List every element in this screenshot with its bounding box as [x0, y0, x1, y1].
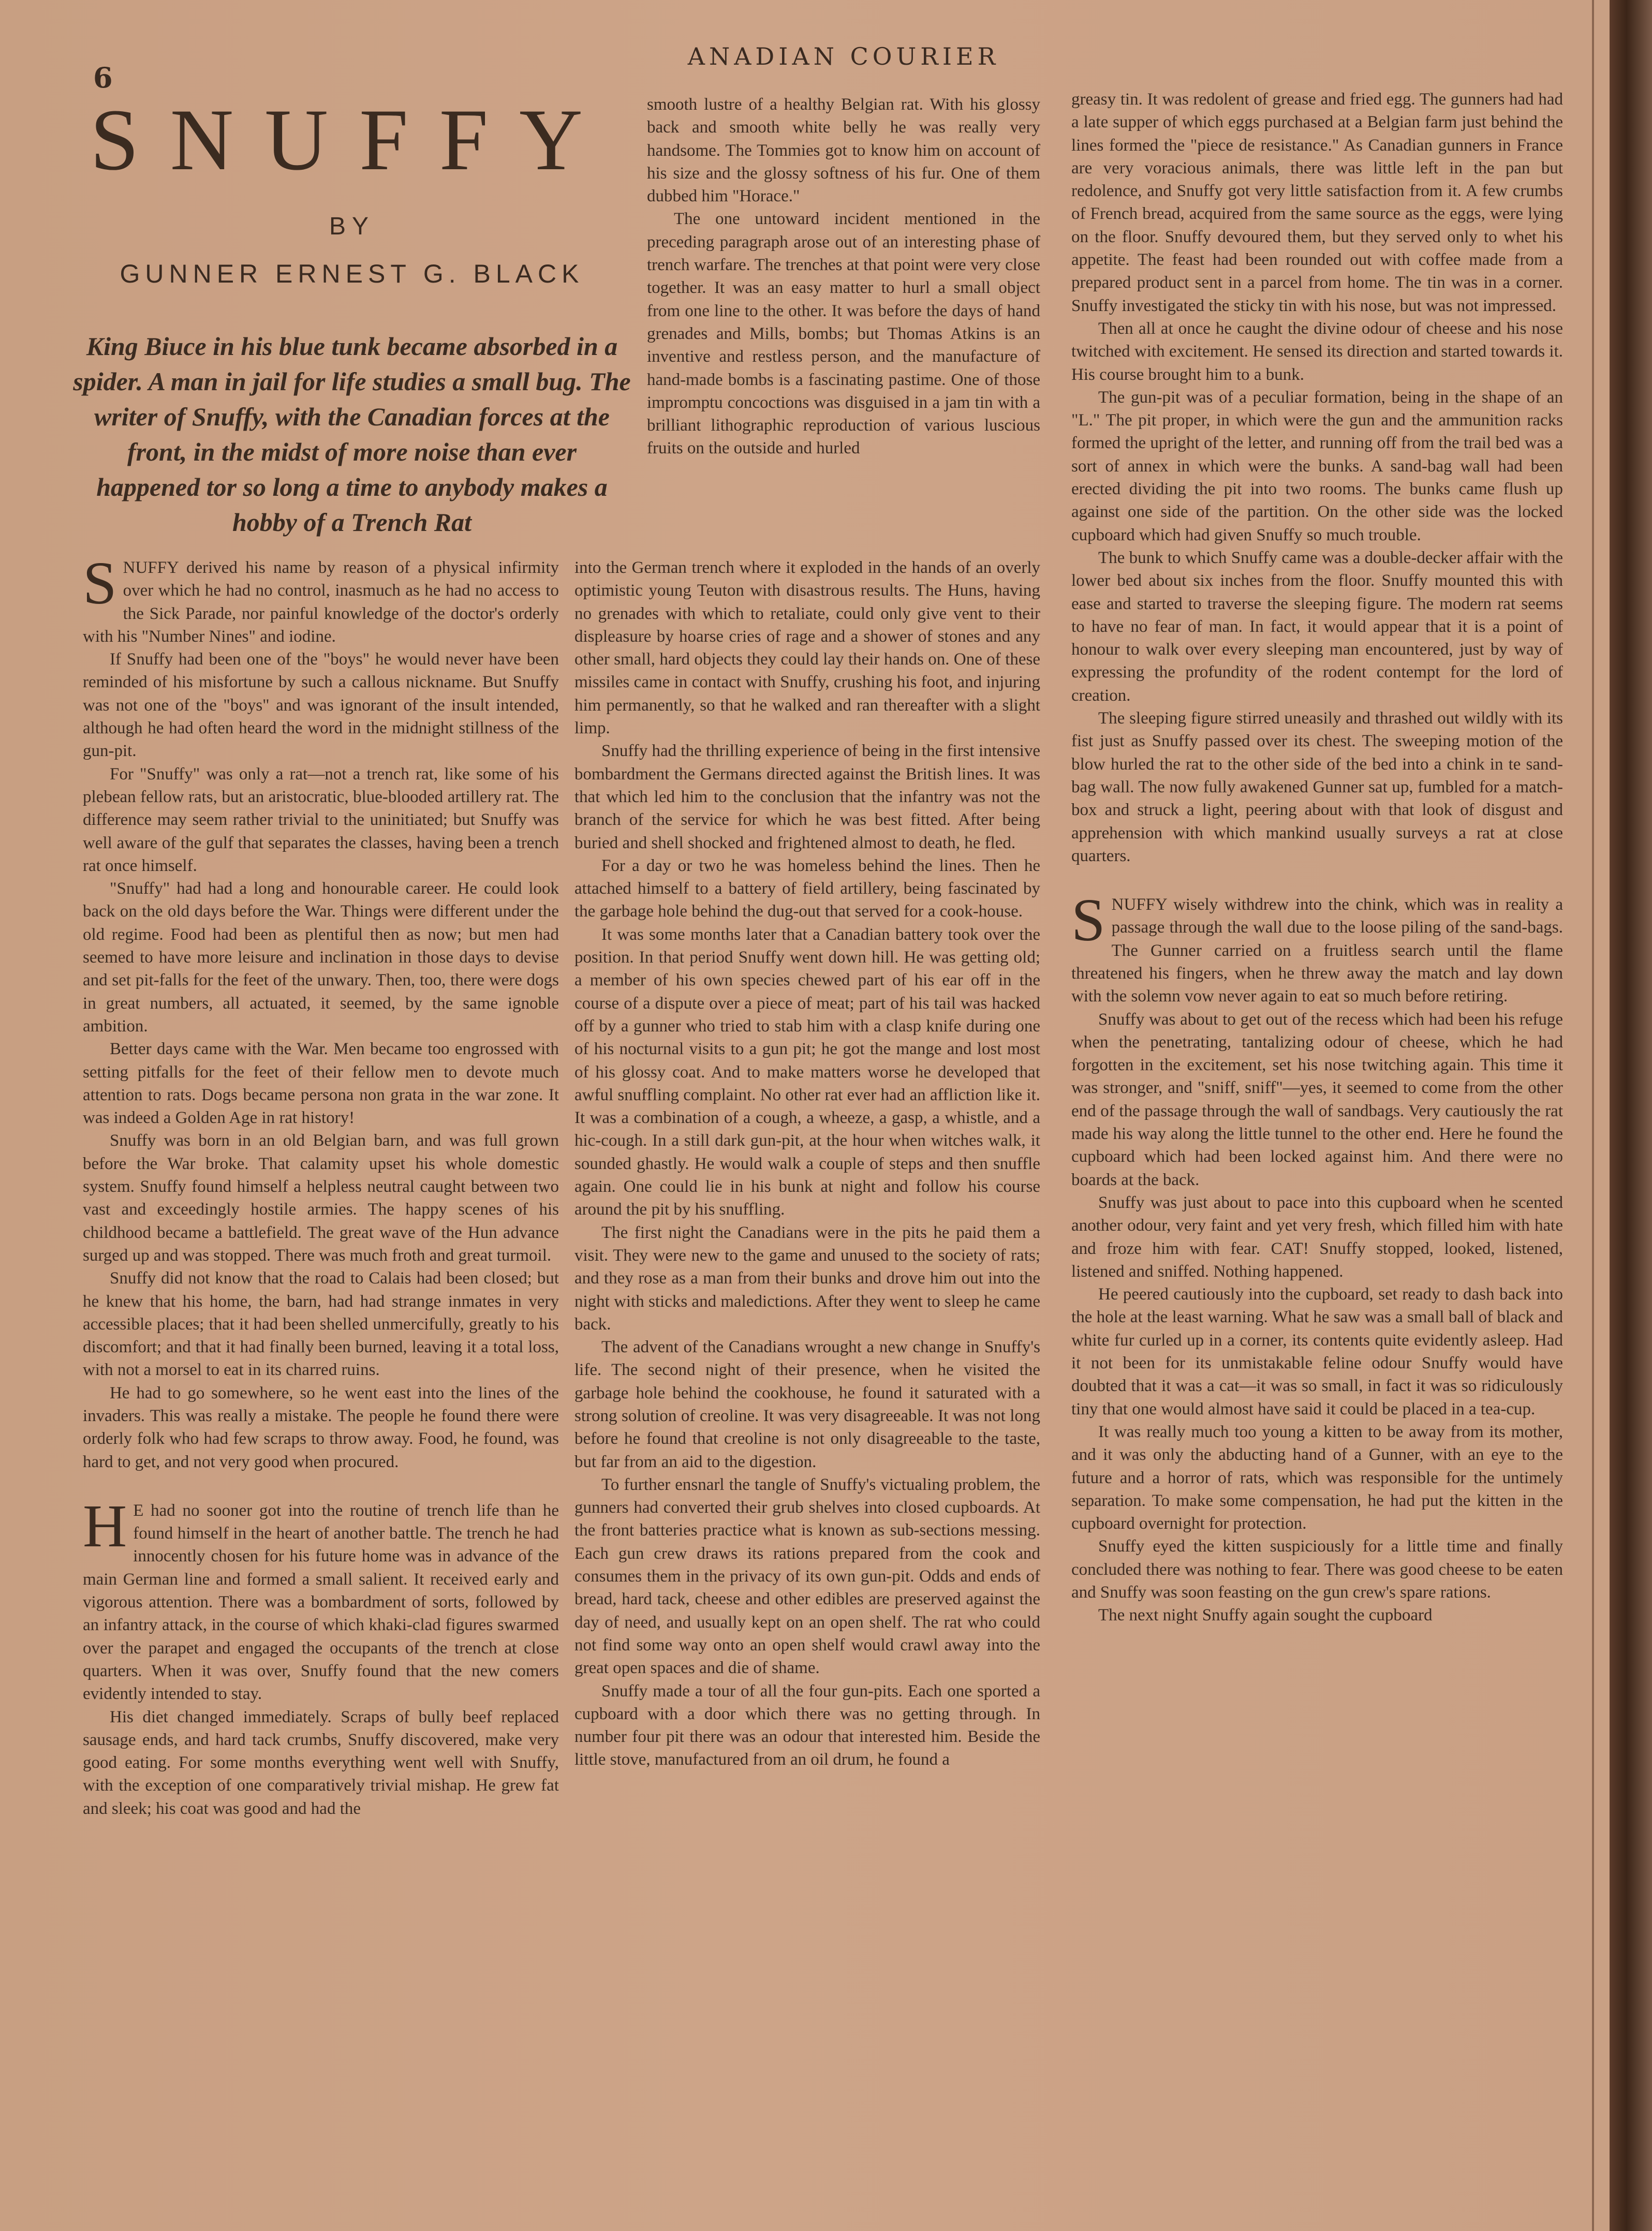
paragraph: To further ensnarl the tangle of Snuffy's victualing problem, the gunners had converted their grub shelves into closed cupboards. At the front batteries practice what is known as sub-sections messing. Each gun crew draws its rations prepared from the cook and consumes them in the privacy of its own gun-pit. Odds and ends of bread, hard tack, cheese and other edibles are preserved against the day of need, and usually kept on an open shelf. The rat who could not find some way onto an open shelf would crawl away into the great open spaces and die of shame.: [574, 1475, 1040, 1678]
paragraph: into the German trench where it exploded in the hands of an overly optimistic young Teuton with disastrous results. The Huns, having no grenades with which to retaliate, could only give vent to their displeasure by hoarse cries of rage and a shower of stones and any other small, hard objects they could lay their hands on. One of these missiles came in contact with Snuffy, crushing his foot, and injuring him permanently, so that he walked and ran thereafter with a slight limp.: [574, 558, 1040, 738]
paragraph: greasy tin. It was redolent of grease and fried egg. The gunners had had a late supper of which eggs purchased at a Belgian farm just behind the lines formed the "piece de resistance." As Canadian gunners in France are very voracious animals, there was little left in the pan but redolence, and Snuffy got very little satisfaction from it. A few crumbs of French bread, acquired from the same source as the eggs, were lying on the floor. Snuffy devoured them, but they served only to whet his appetite. The feast had been rounded out with coffee made from a prepared product sent in a parcel from home. The tin was in a corner. Snuffy investigated the sticky tin with his nose, but was not impressed.: [1071, 90, 1563, 315]
drop-cap: S: [1071, 886, 1105, 954]
paragraph: The advent of the Canadians wrought a new change in Snuffy's life. The second night of their presence, when he visited the garbage hole behind the cookhouse, he found it saturated with a strong solution of creoline. It was very disagreeable. It was not long before he found that creoline is not only disagreeable to the taste, but far from an aid to the digestion.: [574, 1338, 1040, 1471]
paragraph: The bunk to which Snuffy came was a double-decker affair with the lower bed about six inches from the floor. Snuffy mounted this with ease and started to traverse the sleeping figure. The modern rat seems to have no fear of man. In fact, it would appear that it is a point of honour to walk over every sleeping man encountered, just by way of expressing the profundity of the rodent contempt for the lord of creation.: [1071, 548, 1563, 705]
column-1: [83, 549, 559, 1820]
column-2: [574, 556, 1040, 1771]
page-fold-line: [1592, 0, 1594, 2231]
paragraph: SNUFFY wisely withdrew into the chink, which was in reality a passage through the wall due to the loose piling of the sand-bags. The Gunner carried on a fruitless search until the flame threatened his fingers, when he threw away the match and lay down with the solemn vow never again to eat so much before retiring.: [1071, 886, 1563, 1006]
paragraph: If Snuffy had been one of the "boys" he would never have been reminded of his misfortune by such a callous nickname. But Snuffy was not one of the "boys" and was ignorant of the insult intended, although he had often heard the word in the midnight stillness of the gun-pit.: [83, 650, 559, 761]
page-edge: [1610, 0, 1652, 2231]
paragraph: Better days came with the War. Men became too engrossed with setting pitfalls for the feet of their fellow men to devote much attention to rats. Dogs became persona non grata in the war zone. It was indeed a Golden Age in rat history!: [83, 1040, 559, 1128]
article-title: SNUFFY: [90, 91, 614, 188]
paragraph: H E had no sooner got into the routine of trench life than he found himself in the heart of another battle. The trench he had innocently chosen for his future home was in advance of the main German line and formed a small salient. It received early and vigorous attention. There was a bombardment of sorts, followed by an infantry attack, in the course of which khaki-clad figures swarmed over the parapet and engaged the occupants of the trench at close quarters. When it was over, Snuffy found that the new comers evidently intended to stay.: [83, 1491, 559, 1704]
paragraph: smooth lustre of a healthy Belgian rat. With his glossy back and smooth white belly he was really very handsome. The Tommies got to know him on account of his size and the glossy softness of his fur. One of them dubbed him "Horace.": [647, 95, 1040, 206]
byline-prefix: BY: [329, 213, 375, 240]
paragraph: Snuffy made a tour of all the four gun-pits. Each one sported a cupboard with a door which there was no getting through. In number four pit there was an odour that interested him. Beside the little stove, manufactured from an oil drum, he found a: [574, 1681, 1040, 1769]
paragraph: Then all at once he caught the divine odour of cheese and his nose twitched with excitement. He sensed its direction and started towards it. His course brought him to a bunk.: [1071, 319, 1563, 384]
running-head: ANADIAN COURIER: [687, 42, 1000, 70]
paragraph: Snuffy eyed the kitten suspiciously for a little time and finally concluded there was nothing to fear. There was good cheese to be eaten and Snuffy was soon feasting on the gun crew's spare rations.: [1071, 1537, 1563, 1602]
paragraph: It was really much too young a kitten to be away from its mother, and it was only the abducting hand of a Gunner, with an eye to the future and a horror of rats, which was responsible for the untimely separation. To make some compensation, he had put the kitten in the cupboard overnight for protection.: [1071, 1422, 1563, 1533]
article-author: GUNNER ERNEST G. BLACK: [120, 259, 584, 288]
paragraph: Snuffy did not know that the road to Calais had been closed; but he knew that his home, the barn, had had strange inmates in very accessible places; that it had been shelled unmercifully, greatly to his discomfort; and that it had finally been burned, leaving it a total loss, with not a morsel to eat in its charred ruins.: [83, 1269, 559, 1380]
paragraph: The gun-pit was of a peculiar formation, being in the shape of an "L." The pit proper, in which were the gun and the ammunition racks formed the upright of the letter, and running off from the trail bed was a sort of annex in which were the bunks. A sand-bag wall had been erected dividing the pit into two rooms. The bunks came flush up against one side of the partition. On the other side was the locked cupboard which had given Snuffy so much trouble.: [1071, 388, 1563, 544]
paragraph: Snuffy was born in an old Belgian barn, and was full grown before the War broke. That calamity upset his whole domestic system. Snuffy found himself a helpless neutral caught between two vast and exceedingly hostile armies. The happy scenes of his childhood became a battlefield. The great wave of the Hun advance surged up and was stopped. There was much froth and great turmoil.: [83, 1131, 559, 1265]
paragraph: For "Snuffy" was only a rat—not a trench rat, like some of his plebean fellow rats, but an aristocratic, blue-blooded artillery rat. The difference may seem rather trivial to the uninitiated; but Snuffy was well aware of the gulf that separates the classes, having been a trench rat once himself.: [83, 764, 559, 875]
page-number: 6: [93, 61, 113, 94]
column-2-top: [647, 93, 1040, 460]
paragraph: "Snuffy" had had a long and honourable career. He could look back on the old days before the War. Things were different under the old regime. Food had been as plentiful then as now; but men had seemed to have more leisure and inclination in those days to devise and set pit-falls for the feet of the unwary. Then, too, there were dogs in great numbers, all actuated, it seemed, by the same ignoble ambition.: [83, 879, 559, 1036]
paragraph: It was some months later that a Canadian battery took over the position. In that period Snuffy went down hill. He was getting old; a member of his own species chewed part of his ear off in the course of a dispute over a piece of meat; part of his tail was hacked off by a gunner who tried to stab him with a clasp knife during one of his nocturnal visits to a gun pit; he got the mange and lost most of his glossy coat. And to make matters worse he developed that awful snuffling complaint. No other rat ever had an affliction like it. It was a combination of a cough, a wheeze, a gasp, a whistle, and a hic-cough. In a still dark gun-pit, at the hour when witches walk, it sounded ghastly. He would walk a couple of steps and then snuffle again. One could lie in his bunk at night and follow his course around the pit by his snuffling.: [574, 925, 1040, 1219]
paragraph: The one untoward incident mentioned in the preceding paragraph arose out of an interesting phase of trench warfare. The trenches at that point were very close together. It was an easy matter to hurl a small object from one line to the other. It was before the days of hand grenades and Mills, bombs; but Thomas Atkins is an inventive and restless person, and the manufacture of hand-made bombs is a fascinating pastime. One of those impromptu concoctions was disguised in a jam tin with a brilliant lithographic reproduction of various luscious fruits on the outside and hurled: [647, 210, 1040, 458]
paragraph: Snuffy had the thrilling experience of being in the first intensive bombardment the Germans directed against the British lines. It was that which led him to the conclusion that the infantry was not the branch of the service for which he was best fitted. After being buried and shell shocked and frightened almost to death, he fled.: [574, 742, 1041, 852]
drop-cap: H: [83, 1491, 127, 1560]
paragraph: SNUFFY derived his name by reason of a physical infirmity over which he had no control, inasmuch as he had no access to the Sick Parade, nor painful knowledge of the doctor's orderly with his "Number Nines" and iodine.: [83, 549, 559, 646]
paragraph: He had to go somewhere, so he went east into the lines of the invaders. This was really a mistake. The people he found there were orderly folk who had few scraps to throw away. Food, he found, was hard to get, and not very good when procured.: [83, 1383, 559, 1471]
paragraph: Snuffy was about to get out of the recess which had been his refuge when the penetrating, tantalizing odour of cheese, which he had forgotten in the excitement, set his nose twitching again. This time it was stronger, and "sniff, sniff"—yes, it seemed to come from the other end of the passage through the wall of sandbags. Very cautiously the rat made his way along the little tunnel to the other end. Here he found the cupboard which had been locked against him. And there were no boards at the back.: [1071, 1010, 1563, 1189]
paragraph: The sleeping figure stirred uneasily and thrashed out wildly with its fist just as Snuffy passed over its chest. The sweeping motion of the blow hurled the rat to the other side of the bed into a chink in te sand-bag wall. The now fully awakened Gunner sat up, fumbled for a match-box and struck a light, peering about with that look of disgust and apprehension with which mankind usually surveys a rat at close quarters.: [1071, 709, 1563, 865]
paragraph: For a day or two he was homeless behind the lines. Then he attached himself to a battery of field artillery, being fascinated by the garbage hole behind the dug-out that served for a cook-house.: [574, 856, 1040, 921]
paragraph: The first night the Canadians were in the pits he paid them a visit. They were new to the game and unused to the society of rats; and they rose as a man from their bunks and drove him out into the night with sticks and maledictions. After they went to sleep he came back.: [574, 1223, 1040, 1334]
paragraph: Snuffy was just about to pace into this cupboard when he scented another odour, very faint and yet very fresh, which filled him with hate and froze him with fear. CAT! Snuffy stopped, looked, listened, listened and sniffed. Nothing happened.: [1071, 1193, 1563, 1281]
paragraph: He peered cautiously into the cupboard, set ready to dash back into the hole at the least warning. What he saw was a small ball of black and white fur curled up in a corner, its contents quite evidently asleep. Had it not been for its unmistakable feline odour Snuffy would have doubted that it was a cat—it was so small, in fact it was so ridiculously tiny that one would almost have said it could be placed in a tea-cup.: [1071, 1285, 1563, 1419]
column-3: [1071, 88, 1563, 1627]
drop-cap: S: [83, 549, 117, 617]
paragraph: His diet changed immediately. Scraps of bully beef replaced sausage ends, and hard tack crumbs, Snuffy discovered, make very good eating. For some months everything went well with Snuffy, with the exception of one comparatively trivial mishap. He grew fat and sleek; his coat was good and had the: [83, 1707, 559, 1818]
paragraph: The next night Snuffy again sought the cupboard: [1098, 1606, 1433, 1625]
article-deck: King Biuce in his blue tunk became absorbed in a spider. A man in jail for life studies a small bug. The writer of Snuffy, with the Canadian forces at the front, in the midst of more noise than ever happened tor so long a time to anybody makes a hobby of a Trench Rat: [73, 332, 631, 537]
